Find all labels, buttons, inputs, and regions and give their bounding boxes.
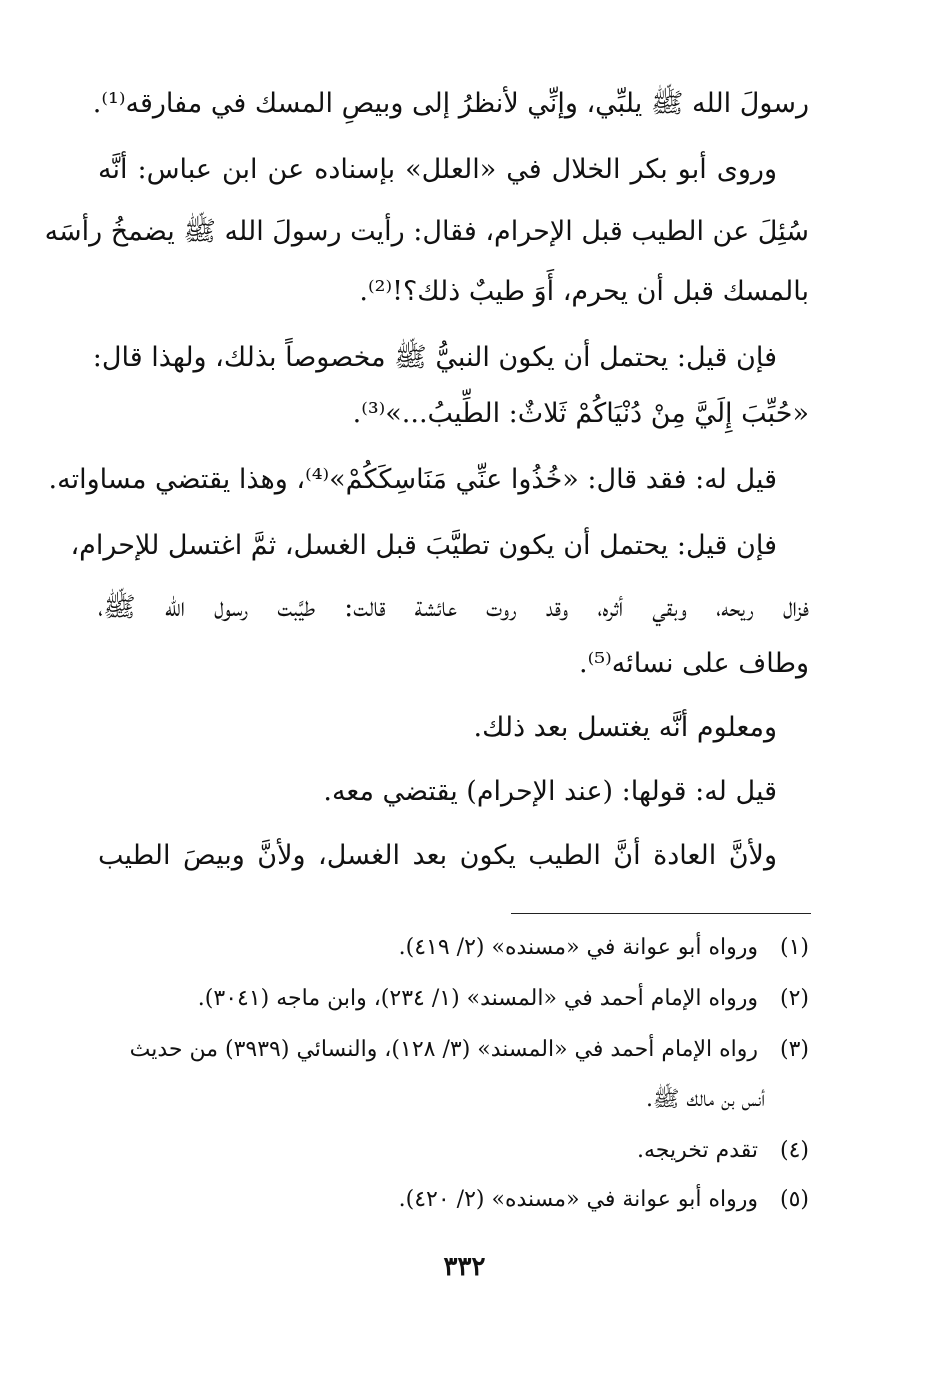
footnote-3-continuation: أنس بن مالك ﷺ. (645, 1087, 765, 1112)
footnote-number: (٢) (779, 986, 809, 1011)
footnote-text: تقدم تخريجه. (637, 1138, 758, 1163)
body-line-2: وروى أبو بكر الخلال في «العلل» بإسناده عن ابن عباس: أنَّه (98, 154, 777, 185)
body-line-3: سُئِلَ عن الطيب قبل الإحرام، فقال: رأيت رسولَ الله ﷺ يضمخُ رأسَه (44, 216, 809, 247)
footnote-4 (98, 1135, 809, 1167)
footnote-2 (98, 983, 809, 1015)
footnote-number: (١) (779, 935, 809, 960)
body-line-4: بالمسك قبل أن يحرم، أَوَ طيبٌ ذلك؟!⁽²⁾. (359, 276, 809, 307)
body-line-12: قيل له: قولها: (عند الإحرام) يقتضي معه. (323, 776, 777, 807)
footnote-number: (٣) (779, 1037, 809, 1062)
body-line-9: فزال ريحه، وبقي أثره، وقد روت عائشة قالت: طيَّبت رسول الله ﷺ، (98, 592, 809, 623)
body-line-13: ولأنَّ العادة أنَّ الطيب يكون بعد الغسل، ولأنَّ وبيصَ الطيب (98, 840, 777, 871)
footnote-text: ورواه أبو عوانة في «مسنده» (٢/ ٤٢٠). (398, 1187, 758, 1212)
footnote-separator (511, 913, 811, 914)
body-line-11: ومعلوم أنَّه يغتسل بعد ذلك. (473, 712, 777, 743)
footnote-text: ورواه الإمام أحمد في «المسند» (١/ ٢٣٤)، وابن ماجه (٣٠٤١). (197, 986, 758, 1011)
footnote-5 (98, 1184, 809, 1216)
footnote-number: (٤) (779, 1138, 809, 1163)
footnote-number: (٥) (779, 1187, 809, 1212)
body-line-8: فإن قيل: يحتمل أن يكون تطيَّبَ قبل الغسل، ثمَّ اغتسل للإحرام، (70, 530, 777, 561)
body-line-10: وطاف على نسائه⁽⁵⁾. (579, 648, 809, 679)
body-line-7: قيل له: فقد قال: «خُذُوا عنِّي مَنَاسِكَكُمْ»⁽⁴⁾، وهذا يقتضي مساواته. (48, 464, 777, 495)
body-line-5: فإن قيل: يحتمل أن يكون النبيُّ ﷺ مخصوصاً بذلك، ولهذا قال: (92, 342, 777, 373)
footnote-1 (98, 932, 809, 964)
page-number: ٣٣٢ (443, 1252, 486, 1282)
footnote-text: ورواه أبو عوانة في «مسنده» (٢/ ٤١٩). (398, 935, 758, 960)
footnote-text: رواه الإمام أحمد في «المسند» (٣/ ١٢٨)، والنسائي (٣٩٣٩) من حديث (129, 1037, 758, 1062)
footnote-3 (98, 1034, 809, 1066)
body-line-6: «حُبِّبَ إِلَيَّ مِنْ دُنْيَاكُمْ ثَلاثٌ: الطِّيبُ...»⁽³⁾. (352, 398, 809, 429)
body-line-1: رسولَ الله ﷺ يلبِّي، وإنِّي لأنظرُ إلى وبيصِ المسك في مفارقه⁽¹⁾. (92, 88, 809, 119)
